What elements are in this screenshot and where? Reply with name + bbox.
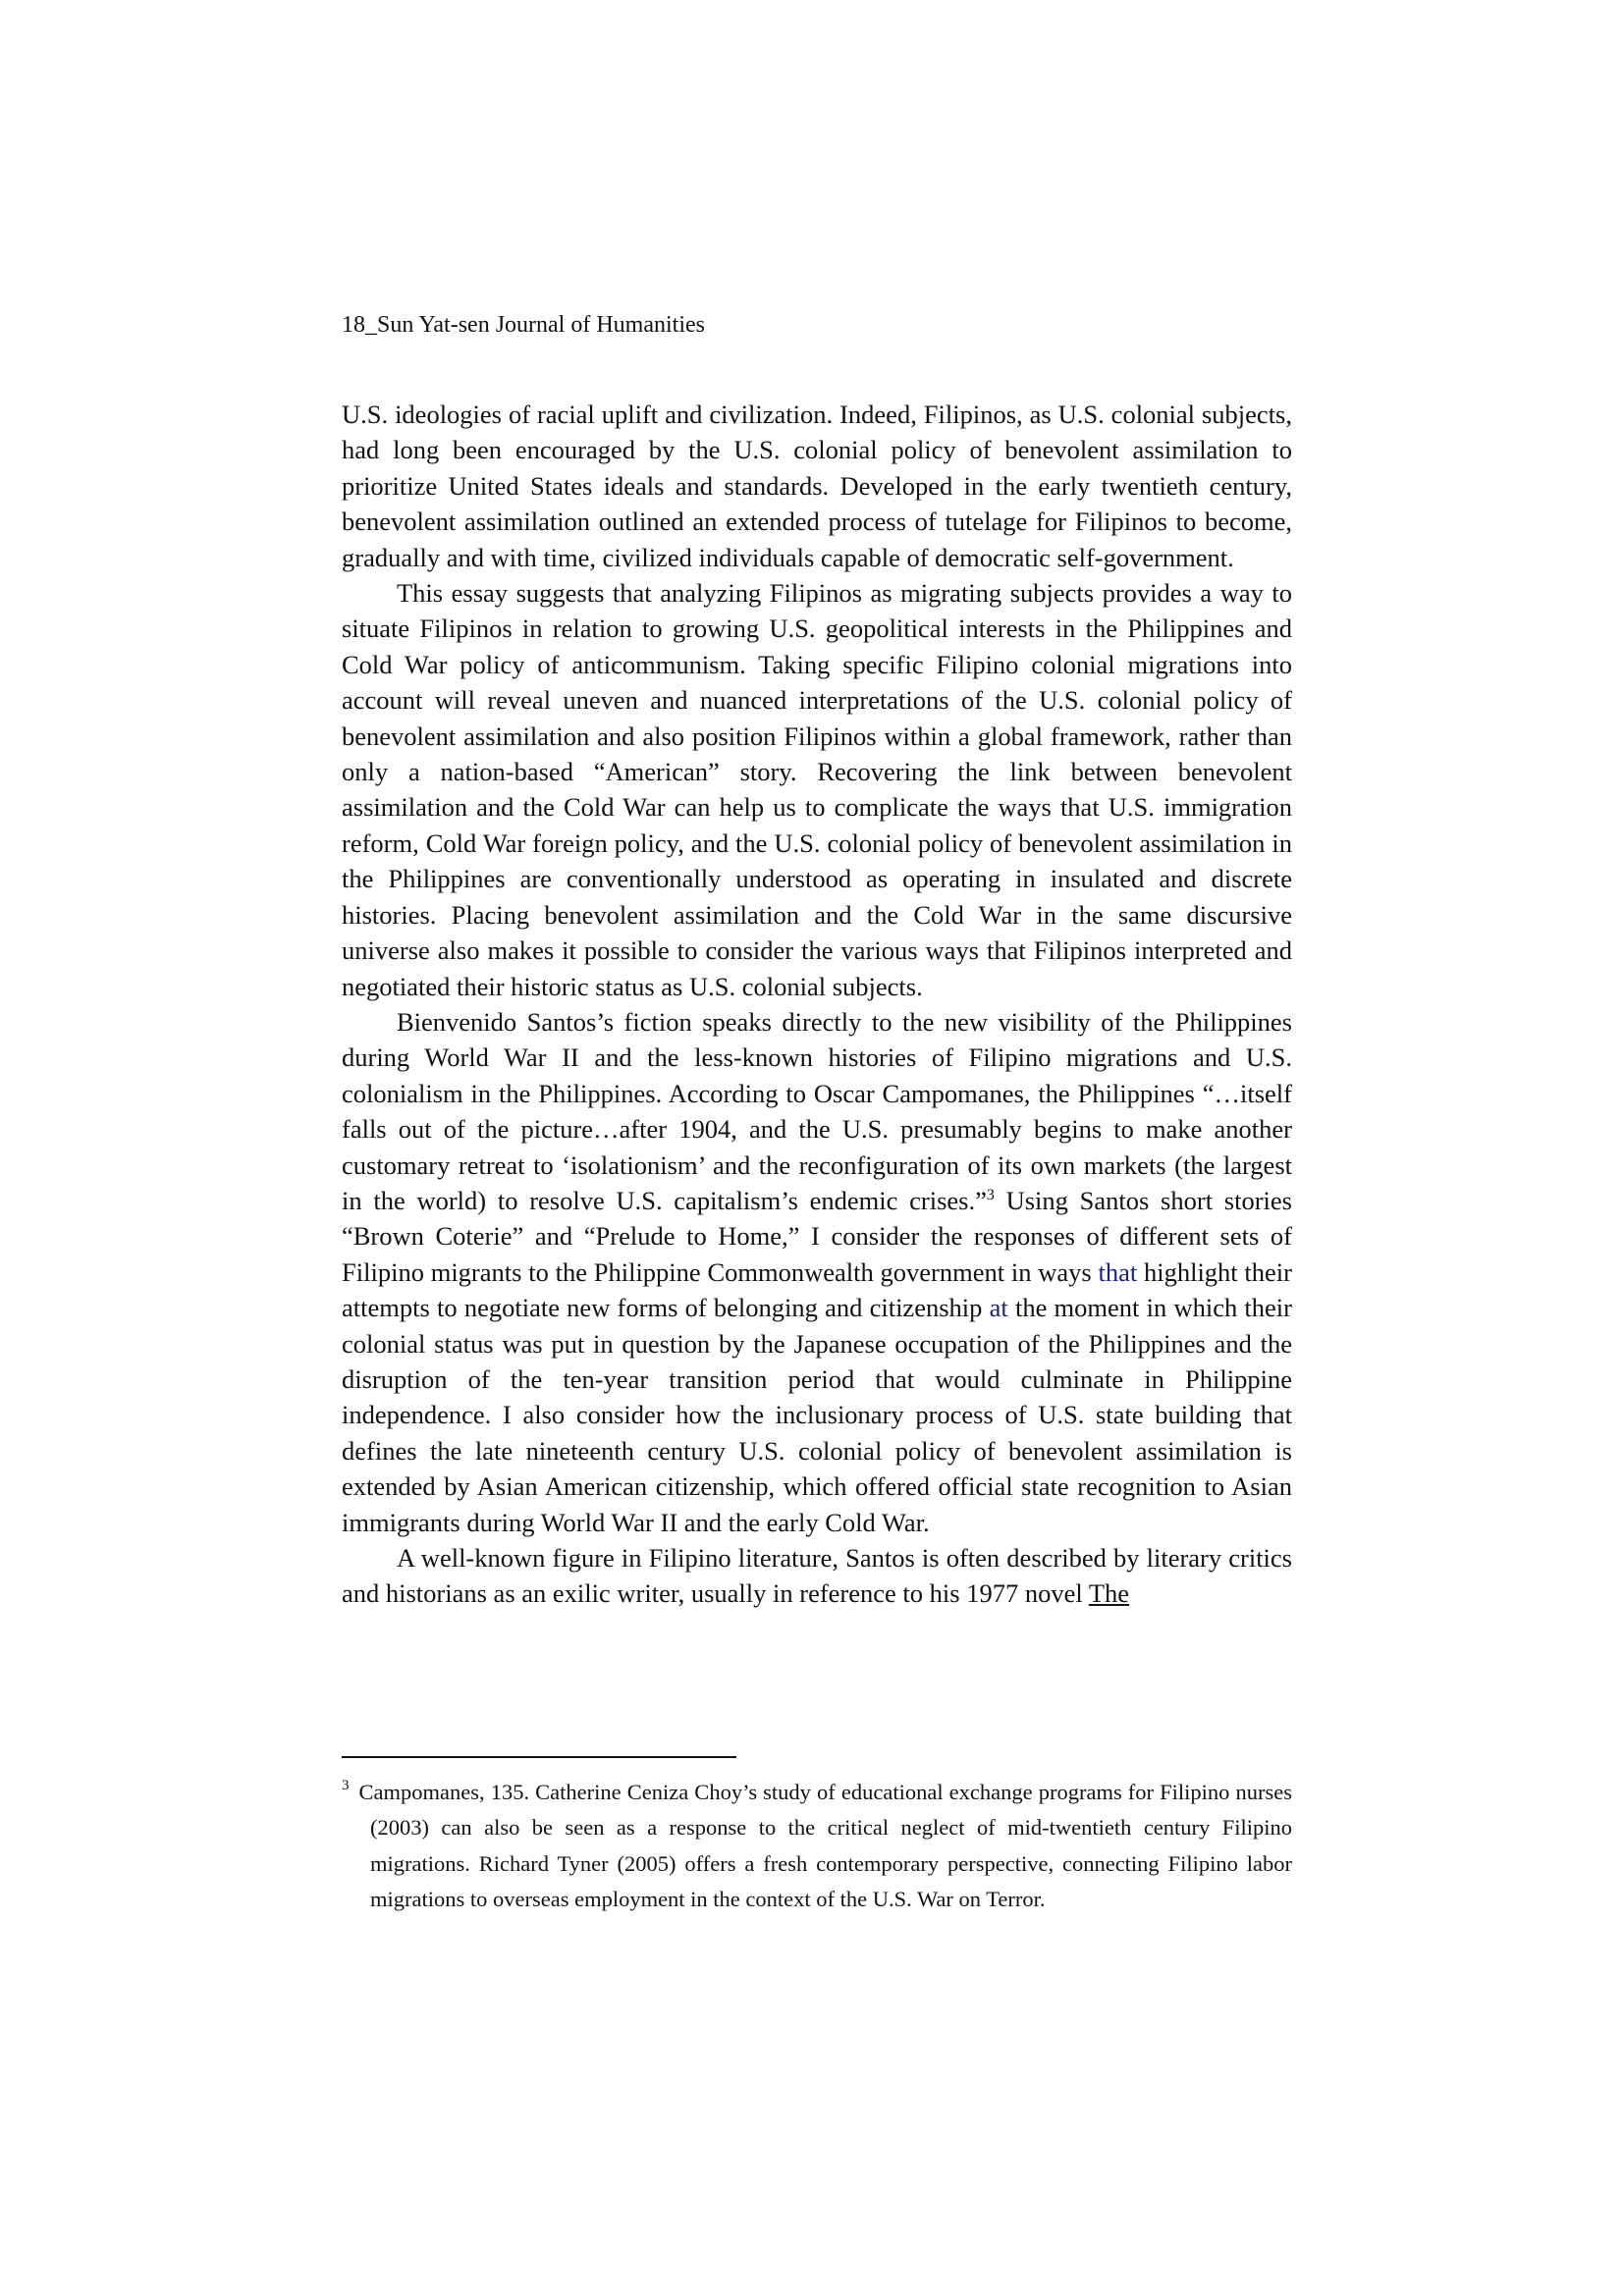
highlighted-word-that: that (1098, 1256, 1138, 1287)
paragraph-2: This essay suggests that analyzing Filipinos as migrating subjects provides a way to situate Filipinos in relation to growing U.S. geopolitical interests in the Philippines and Cold War policy of anticommunism. Taking specific Filipino colonial migrations into account will reveal uneven and nuanced interpretations of the U.S. colonial policy of benevolent assimilation and also position Filipinos within a global framework, rather than only a nation-based “American” story. Recovering the link between benevolent assimilation and the Cold War can help us to complicate the ways that U.S. immigration reform, Cold War foreign policy, and the U.S. colonial policy of benevolent assimilation in the Philippines are conventionally understood as operating in insulated and discrete histories. Placing benevolent assimilation and the Cold War in the same discursive universe also makes it possible to consider the various ways that Filipinos interpreted and negotiated their historic status as U.S. colonial subjects. (342, 578, 1292, 1001)
paragraph-3-part-1: Bienvenido Santos’s fiction speaks directly to the new visibility of the Philippines during World War II and the less-known histories of Filipino migrations and U.S. colonialism in the Philippines. According to Oscar Campomanes, the Philippines “…itself falls out of the picture…after 1904, and the U.S. presumably begins to make another customary retreat to ‘isolationism’ and the reconfiguration of its own markets (the largest in the world) to resolve U.S. capitalism’s endemic crises.” (342, 1006, 1292, 1215)
body-text (342, 397, 1292, 1612)
footnote-reference: 3 (986, 1186, 995, 1203)
paragraph-1: U.S. ideologies of racial uplift and civilization. Indeed, Filipinos, as U.S. colonial subjects, had long been encouraged by the U.S. colonial policy of benevolent assimilation to prioritize United States ideals and standards. Developed in the early twentieth century, benevolent assimilation outlined an extended process of tutelage for Filipinos to become, gradually and with time, civilized individuals capable of democratic self-government. (342, 400, 1292, 572)
footnote-divider (342, 1756, 736, 1758)
paragraph-3 (342, 1004, 1292, 1540)
paragraph-3-part-4: the moment in which their colonial status was put in question by the Japanese occupation of the Philippines and the disruption of the ten-year transition period that would culminate in Philippine independence. I also consider how the inclusionary process of U.S. state building that defines the late nineteenth century U.S. colonial policy of benevolent assimilation is extended by Asian American citizenship, which offered official state recognition to Asian immigrants during World War II and the early Cold War. (342, 1293, 1292, 1537)
footnote-number: 3 (342, 1778, 350, 1793)
paragraph-4-text: A well-known figure in Filipino literature, Santos is often described by literary critics and historians as an exilic writer, usually in reference to his 1977 novel (342, 1543, 1292, 1609)
paragraph-4 (342, 1540, 1292, 1612)
underlined-title-word: The (1088, 1578, 1130, 1609)
highlighted-word-at: at (989, 1293, 1008, 1323)
running-head: 18_Sun Yat-sen Journal of Humanities (342, 312, 705, 338)
footnote-text: Campomanes, 135. Catherine Ceniza Choy’s study of educational exchange programs for Filipino nurses (2003) can also be seen as a response to the critical neglect of mid-twentieth century Filipino migrations. Richard Tyner (2005) offers a fresh contemporary perspective, connecting Filipino labor migrations to overseas employment in the context of the U.S. War on Terror. (358, 1780, 1292, 1911)
paragraph-3-part-3: highlight their attempts to negotiate new forms of belonging and citizenship (342, 1256, 1292, 1323)
footnote-3 (342, 1775, 1292, 1917)
paragraph-3-part-2: Using Santos short stories “Brown Coterie” and “Prelude to Home,” I consider the responses of different sets of Filipino migrants to the Philippine Commonwealth government in ways (342, 1185, 1292, 1287)
footnote (342, 1775, 1292, 1917)
